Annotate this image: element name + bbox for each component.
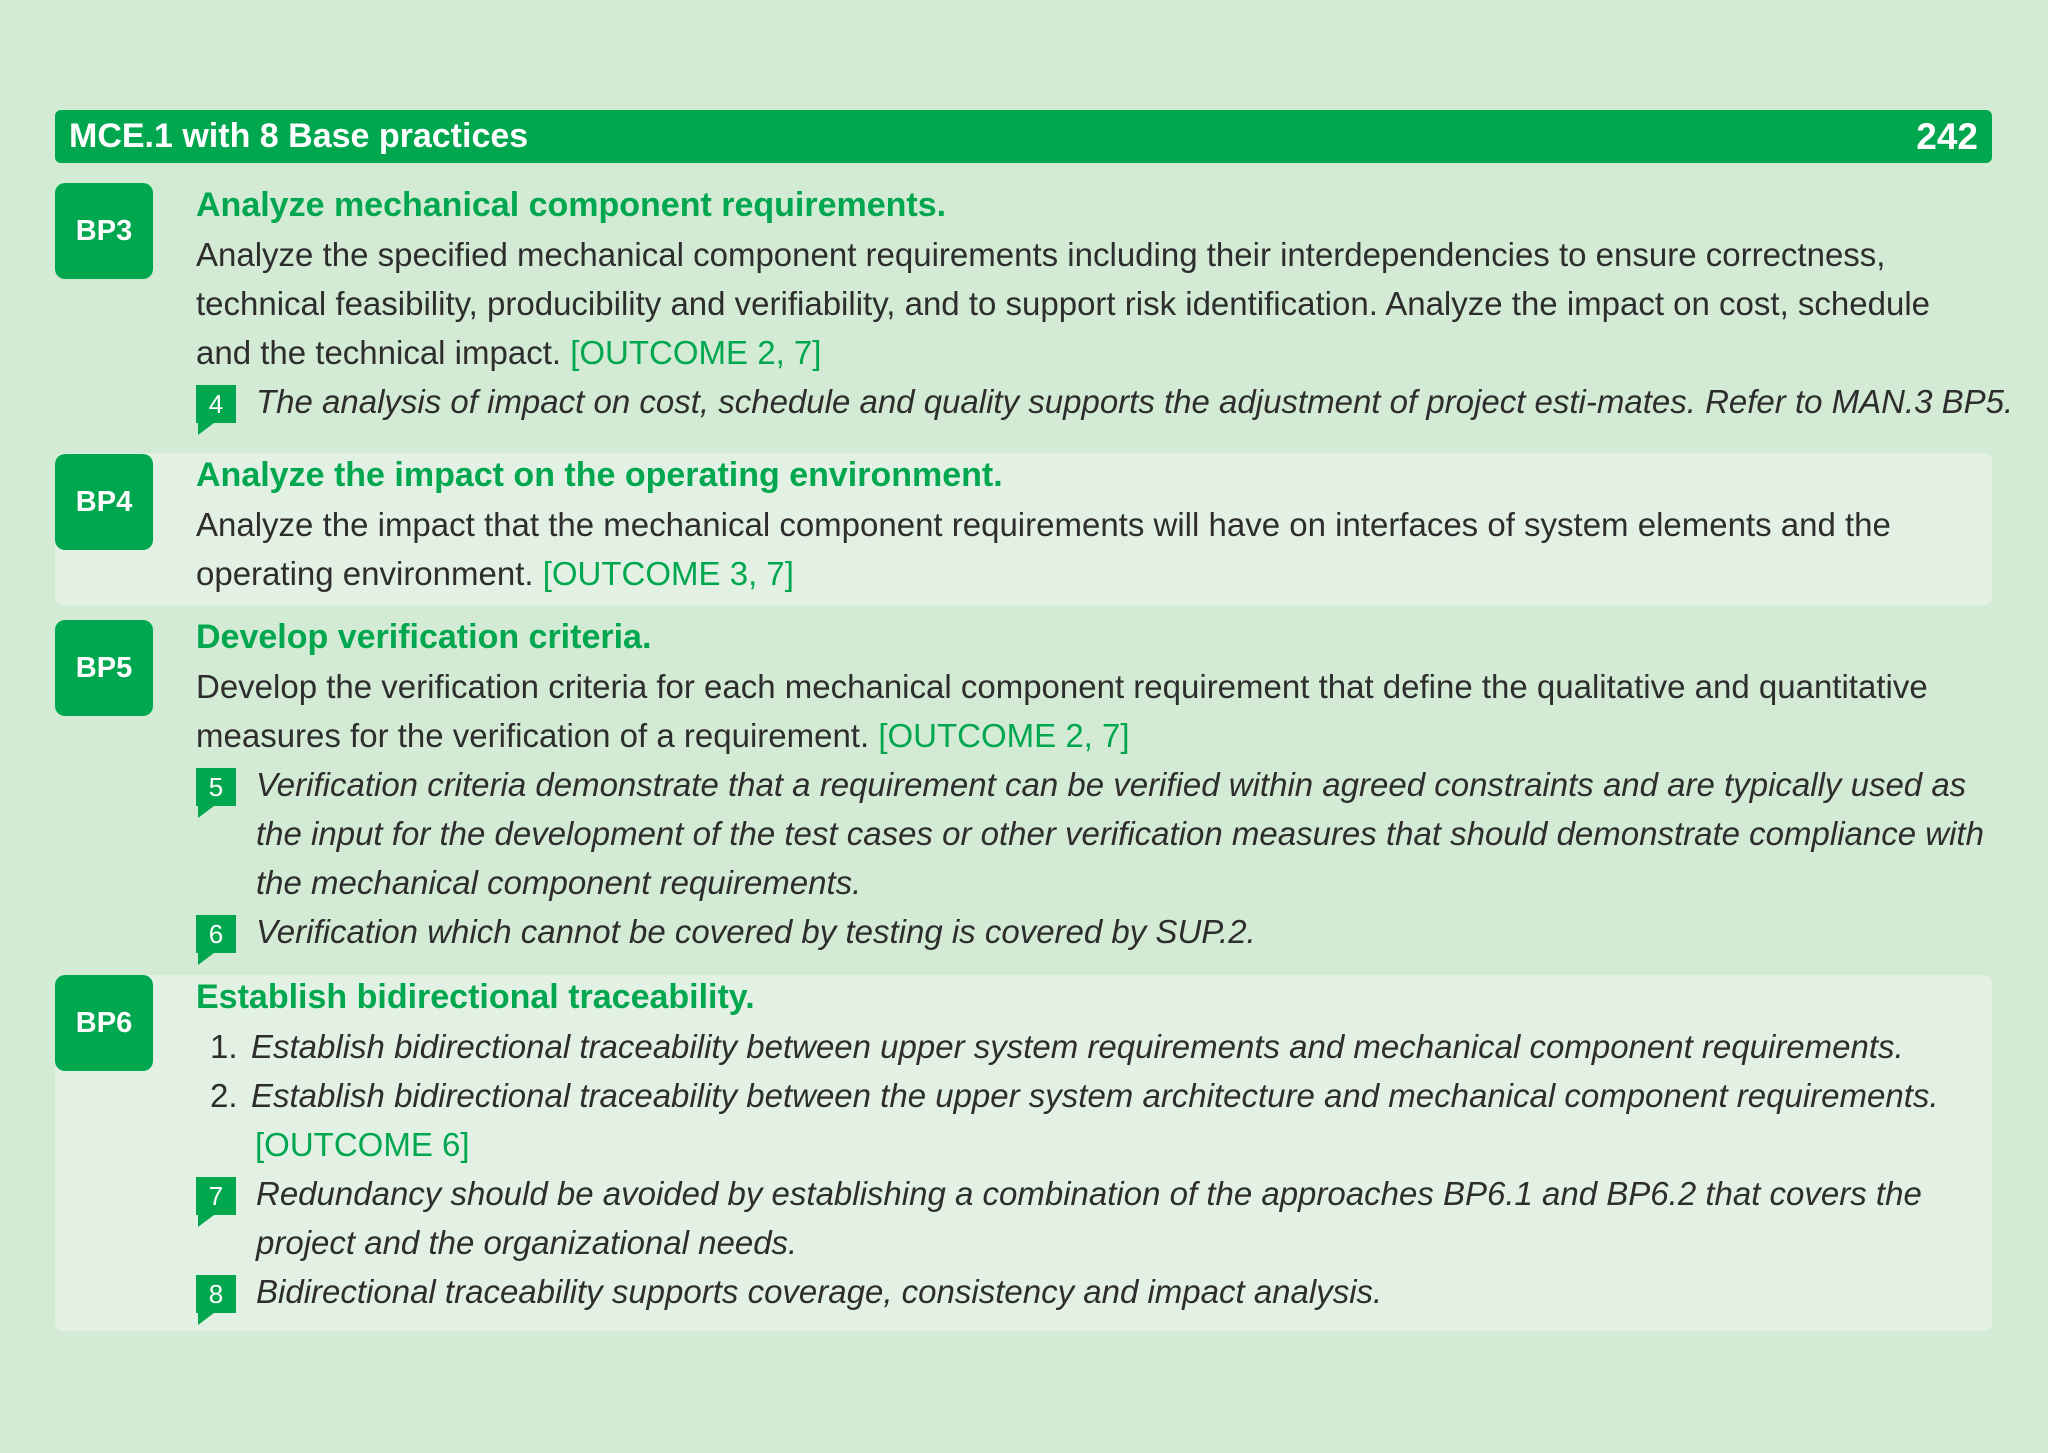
bp5-body-line-1: Develop the verification criteria for each mechanical component requirement that define the qualitative and quantitative — [196, 668, 1928, 705]
note-7-line-2: project and the organizational needs. — [256, 1224, 798, 1261]
bp6-list-num-1: 1. — [210, 1028, 238, 1065]
note-badge-6: 6 — [196, 915, 236, 953]
bp3-title: Analyze mechanical component requirements. — [196, 186, 947, 224]
page-number: 242 — [1916, 115, 1978, 157]
bp4-section — [55, 453, 1992, 605]
bp3-note-4 — [196, 377, 2014, 426]
bp3-body-line-3-text: and the technical impact. — [196, 334, 562, 371]
bp3-badge: BP3 — [55, 183, 153, 279]
note-5-line-1: Verification criteria demonstrate that a requirement can be verified within agreed constraints and are typically used as — [256, 766, 1967, 803]
bp5-note-6 — [196, 907, 1972, 956]
bp4-outcome: [OUTCOME 3, 7] — [542, 555, 794, 592]
bp6-note-8 — [196, 1267, 1972, 1316]
bp5-note-5 — [196, 760, 1984, 907]
bp4-body-line-2 — [196, 549, 1972, 598]
bp6-badge: BP6 — [55, 975, 153, 1071]
bp3-body-line-3 — [196, 328, 1972, 377]
note-5-line-2: the input for the development of the test cases or other verification measures that should demonstrate compliance with — [256, 815, 1984, 852]
bp4-body-line-2-text: operating environment. — [196, 555, 534, 592]
bp3-outcome: [OUTCOME 2, 7] — [570, 334, 822, 371]
note-8-line-1: Bidirectional traceability supports coverage, consistency and impact analysis. — [256, 1273, 1383, 1310]
bp5-title: Develop verification criteria. — [196, 618, 652, 656]
bp3-body-line-1: Analyze the specified mechanical component requirements including their interdependencies to ensure correctness, — [196, 236, 1886, 273]
bp5-section — [55, 615, 1992, 965]
bp3-content — [196, 181, 2014, 426]
note-7-line-1: Redundancy should be avoided by establishing a combination of the approaches BP6.1 and BP6.2 that covers the — [256, 1175, 1922, 1212]
header-title: MCE.1 with 8 Base practices — [69, 117, 529, 155]
bp6-note-7 — [196, 1169, 1972, 1267]
note-badge-4: 4 — [196, 385, 236, 423]
bp6-outcome: [OUTCOME 6] — [255, 1126, 470, 1163]
bp4-title: Analyze the impact on the operating environment. — [196, 456, 1003, 494]
bp6-list-num-2: 2. — [210, 1077, 238, 1114]
bp4-badge: BP4 — [55, 454, 153, 550]
bp5-body-line-2-text: measures for the verification of a requirement. — [196, 717, 870, 754]
bp6-list-item-1 — [196, 1022, 1972, 1071]
bp5-badge: BP5 — [55, 620, 153, 716]
bp3-body-line-2: technical feasibility, producibility and verifiability, and to support risk identification. Analyze the impact on cost, schedule — [196, 285, 1931, 322]
bp6-title: Establish bidirectional traceability. — [196, 978, 755, 1016]
note-6-line-1: Verification which cannot be covered by testing is covered by SUP.2. — [256, 913, 1256, 950]
note-4-line-1: The analysis of impact on cost, schedule and quality supports the adjustment of project esti-mates. Refer to MAN.3 BP5. — [256, 383, 2014, 420]
bp6-section — [55, 975, 1992, 1331]
bp5-body-line-2 — [196, 711, 1972, 760]
bp5-outcome: [OUTCOME 2, 7] — [878, 717, 1130, 754]
bp6-content — [196, 973, 1972, 1316]
bp4-content — [196, 451, 1972, 598]
bp4-body-line-1: Analyze the impact that the mechanical component requirements will have on interfaces of system elements and the — [196, 506, 1891, 543]
bp6-list-text-1: Establish bidirectional traceability between upper system requirements and mechanical component requirements. — [251, 1028, 1904, 1065]
bp3-section — [55, 183, 2014, 445]
page-header — [55, 110, 1992, 163]
bp5-content — [196, 613, 1984, 956]
bp6-list-item-2 — [196, 1071, 1972, 1120]
bp6-list-text-2: Establish bidirectional traceability between the upper system architecture and mechanical component requirements. — [251, 1077, 1939, 1114]
note-5-line-3: the mechanical component requirements. — [256, 864, 862, 901]
note-badge-8: 8 — [196, 1275, 236, 1313]
note-badge-5: 5 — [196, 768, 236, 806]
note-badge-7: 7 — [196, 1177, 236, 1215]
